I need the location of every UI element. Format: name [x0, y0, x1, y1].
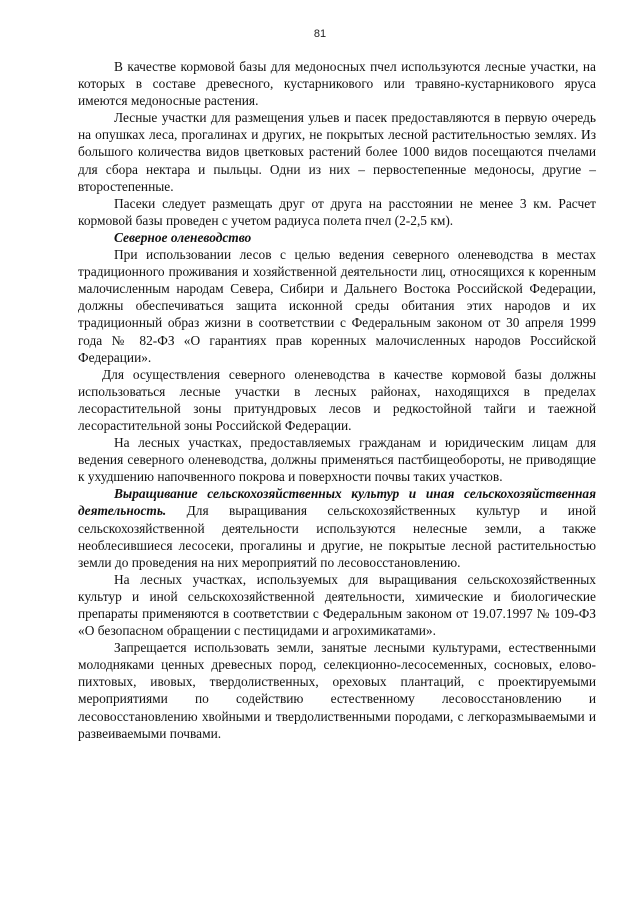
paragraph-reindeer-protection: При использовании лесов с целью ведения северного оленеводства в местах традиционного проживания и хозяйственной деятельности лиц, относящихся к коренным малочисленным народам Севера, Сибири и Дальнего Востока Российской Федерации, должны обеспечиваться защита исконной среды обитания этих народов и их традиционный образ жизни в соответствии с Федеральным законом от 30 апреля 1999 года № 82-ФЗ «О гарантиях прав коренных малочисленных народов Российской Федерации».	[78, 247, 596, 365]
paragraph-agriculture-intro	[78, 485, 596, 570]
section-heading-agriculture: Выращивание сельскохозяйственных культур и иная сельскохозяйственная деятельность.	[78, 486, 596, 519]
paragraph-agriculture-chemicals: На лесных участках, используемых для выращивания сельскохозяйственных культур и иной сельскохозяйственной деятельности, химические и биологические препараты применяются в соответствии с Федеральным законом от 19.07.1997 № 109-ФЗ «О безопасном обращении с пестицидами и агрохимикатами».	[78, 571, 596, 639]
page-body	[78, 58, 596, 742]
paragraph-agriculture-prohibition: Запрещается использовать земли, занятые лесными культурами, естественными молодняками ценных древесных пород, селекционно-лесосеменных, сосновых, елово-пихтовых, ивовых, твердолиственных, ореховых плантаций, с проектируемыми мероприятиями по содействию естественному лесовосстановлению и лесовосстановлению хвойными и твердолиственными породами, с легкоразмываемыми и развеиваемыми почвами.	[78, 640, 596, 741]
paragraph-reindeer-forage: Для осуществления северного оленеводства в качестве кормовой базы должны использоваться лесные участки в лесных районах, находящихся в пределах лесорастительной зоны притундровых лесов и редкостойной тайги и таежной лесорастительной зоны Российской Федерации.	[78, 366, 596, 433]
paragraph-honey-base: В качестве кормовой базы для медоносных пчел используются лесные участки, на которых в составе древесного, кустарникового или травяно-кустарникового яруса имеются медоносные растения.	[78, 59, 596, 109]
paragraph-apiary-distance: Пасеки следует размещать друг от друга на расстоянии не менее 3 км. Расчет кормовой базы проведен с учетом радиуса полета пчел (2-2,5 км).	[78, 195, 596, 228]
agriculture-lead-text: Для выращивания сельскохозяйственных культур и иной сельскохозяйственной деятельности используются нелесные земли, а также необлесившиеся лесосеки, прогалины и другие, не покрытые лесной растительностью земли до проведения на них мероприятий по лесовосстановлению.	[78, 503, 596, 570]
section-heading-reindeer: Северное оленеводство	[114, 229, 252, 245]
paragraph-apiary-placement: Лесные участки для размещения ульев и пасек предоставляются в первую очередь на опушках леса, прогалинах и других, не покрытых лесной растительностью землях. Из большого количества видов цветковых растений более 1000 видов посещаются пчелами для сбора нектара и пыльцы. Одни из них – первостепенные медоносы, другие – второстепенные.	[78, 110, 596, 194]
paragraph-reindeer-pasture: На лесных участках, предоставляемых гражданам и юридическим лицам для ведения северного оленеводства, должны применяться пастбищеобороты, не приводящие к ухудшению напочвенного покрова и поверхности почвы таких участков.	[78, 435, 596, 485]
page-number: 81	[313, 28, 327, 40]
